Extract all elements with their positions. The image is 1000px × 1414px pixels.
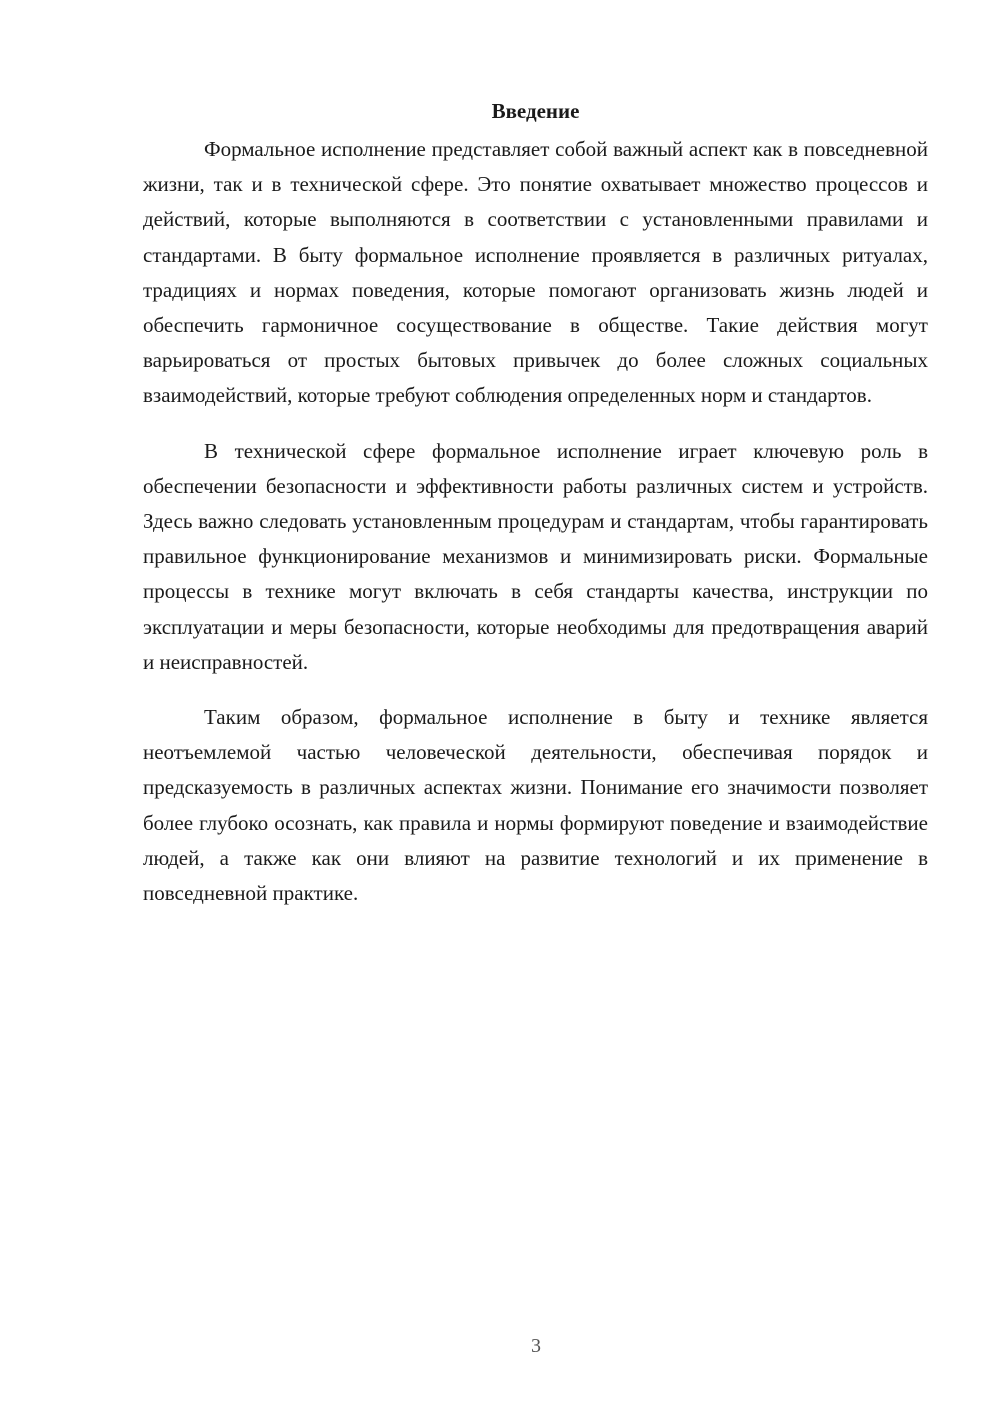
paragraph-2: В технической сфере формальное исполнение играет ключевую роль в обеспечении безопасности и эффективности работы различных систем и устройств. Здесь важно следовать установленным процедурам и стандартам, чтобы гарантировать правильное функционирование механизмов и минимизировать риски. Формальные процессы в технике могут включать в себя стандарты качества, инструкции по эксплуатации и меры безопасности, которые необходимы для предотвращения аварий и неисправностей. <box>143 438 928 674</box>
document-body <box>143 96 928 931</box>
paragraph-1: Формальное исполнение представляет собой важный аспект как в повседневной жизни, так и в технической сфере. Это понятие охватывает множество процессов и действий, которые выполняются в соответствии с установленными правилами и стандартами. В быту формальное исполнение проявляется в различных ритуалах, традициях и нормах поведения, которые помогают организовать жизнь людей и обеспечить гармоничное сосуществование в обществе. Такие действия могут варьироваться от простых бытовых привычек до более сложных социальных взаимодействий, которые требуют соблюдения определенных норм и стандартов. <box>143 137 928 408</box>
section-title: Введение <box>491 99 580 123</box>
paragraph-3: Таким образом, формальное исполнение в быту и технике является неотъемлемой частью человеческой деятельности, обеспечивая порядок и предсказуемость в различных аспектах жизни. Понимание его значимости позволяет более глубоко осознать, как правила и нормы формируют поведение и взаимодействие людей, а также как они влияют на развитие технологий и их применение в повседневной практике. <box>143 705 928 906</box>
page-number: 3 <box>531 1335 541 1357</box>
